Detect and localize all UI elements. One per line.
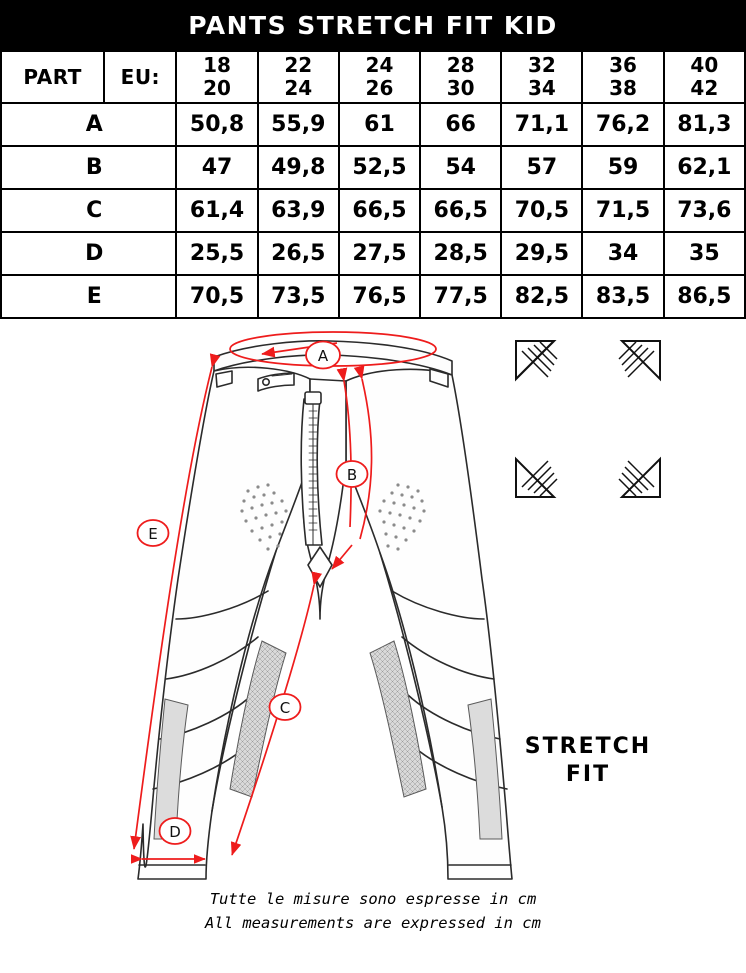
cell-a-4: 66: [420, 103, 501, 146]
pants-diagram: [0, 319, 746, 949]
header-size-5: [501, 51, 582, 103]
size-table: [0, 50, 746, 319]
cell-b-5: 57: [501, 146, 582, 189]
cell-d-2: 26,5: [258, 232, 339, 275]
size-top-2: 22: [284, 53, 313, 77]
cell-e-7: 86,5: [664, 275, 745, 318]
cell-a-5: 71,1: [501, 103, 582, 146]
pants-illustration-svg: [0, 319, 746, 949]
row-label-b: B: [1, 146, 176, 189]
header-size-3: [339, 51, 420, 103]
header-size-6: [582, 51, 663, 103]
size-top-3: 24: [365, 53, 394, 77]
cell-d-5: 29,5: [501, 232, 582, 275]
header-size-7: [664, 51, 745, 103]
stretch-fit-icon: [516, 341, 660, 497]
size-bottom-7: 42: [690, 76, 719, 100]
footnotes: [0, 887, 746, 935]
cell-c-6: 71,5: [582, 189, 663, 232]
table-row: [1, 103, 745, 146]
cell-d-7: 35: [664, 232, 745, 275]
table-row: [1, 189, 745, 232]
row-label-e: E: [1, 275, 176, 318]
footnote-english: All measurements are expressed in cm: [205, 913, 541, 932]
pants-outline: [138, 341, 512, 879]
svg-text:E: E: [148, 525, 158, 543]
cell-b-1: 47: [176, 146, 257, 189]
cell-a-6: 76,2: [582, 103, 663, 146]
stretch-fit-line2: FIT: [565, 761, 611, 787]
cell-d-3: 27,5: [339, 232, 420, 275]
table-row: [1, 232, 745, 275]
svg-text:C: C: [279, 699, 291, 717]
cell-a-3: 61: [339, 103, 420, 146]
cell-c-3: 66,5: [339, 189, 420, 232]
size-top-6: 36: [609, 53, 637, 77]
row-label-d: D: [1, 232, 176, 275]
cell-b-6: 59: [582, 146, 663, 189]
table-row: [1, 275, 745, 318]
cell-c-7: 73,6: [664, 189, 745, 232]
header-size-4: [420, 51, 501, 103]
svg-text:B: B: [346, 466, 358, 484]
cell-a-7: 81,3: [664, 103, 745, 146]
size-top-5: 32: [527, 53, 556, 77]
header-part: PART: [1, 51, 104, 103]
cell-e-4: 77,5: [420, 275, 501, 318]
stretch-fit-label: [508, 733, 668, 788]
size-bottom-2: 24: [284, 76, 313, 100]
cell-d-6: 34: [582, 232, 663, 275]
size-top-7: 40: [690, 53, 719, 77]
size-bottom-5: 34: [527, 76, 556, 100]
size-bottom-6: 38: [609, 76, 637, 100]
header-eu: EU:: [104, 51, 176, 103]
cell-e-5: 82,5: [501, 275, 582, 318]
cell-e-6: 83,5: [582, 275, 663, 318]
page-title: PANTS STRETCH FIT KID: [188, 10, 558, 40]
stretch-fit-line1: STRETCH: [524, 734, 652, 759]
table-header-row: [1, 51, 745, 103]
cell-c-1: 61,4: [176, 189, 257, 232]
cell-c-4: 66,5: [420, 189, 501, 232]
cell-a-2: 55,9: [258, 103, 339, 146]
cell-a-1: 50,8: [176, 103, 257, 146]
size-top-4: 28: [446, 53, 475, 77]
callout-c: [270, 694, 301, 720]
cell-b-3: 52,5: [339, 146, 420, 189]
page-title-bar: [0, 0, 746, 50]
cell-b-7: 62,1: [664, 146, 745, 189]
cell-e-3: 76,5: [339, 275, 420, 318]
row-label-a: A: [1, 103, 176, 146]
cell-e-1: 70,5: [176, 275, 257, 318]
callout-e: [138, 520, 169, 546]
cell-b-4: 54: [420, 146, 501, 189]
header-size-2: [258, 51, 339, 103]
size-bottom-4: 30: [446, 76, 475, 100]
measure-b-arrow-down: [332, 545, 352, 569]
cell-c-5: 70,5: [501, 189, 582, 232]
size-bottom-1: 20: [203, 76, 231, 100]
cell-b-2: 49,8: [258, 146, 339, 189]
callout-a: [306, 342, 340, 369]
cell-d-4: 28,5: [420, 232, 501, 275]
cell-c-2: 63,9: [258, 189, 339, 232]
stretch-fit-block: [508, 671, 668, 846]
callout-d: [160, 818, 191, 844]
cell-d-1: 25,5: [176, 232, 257, 275]
size-bottom-3: 26: [365, 76, 394, 100]
svg-text:D: D: [169, 823, 181, 841]
footnote-italian: Tutte le misure sono espresse in cm: [209, 889, 537, 908]
row-label-c: C: [1, 189, 176, 232]
table-row: [1, 146, 745, 189]
svg-text:A: A: [317, 347, 329, 365]
cell-e-2: 73,5: [258, 275, 339, 318]
size-top-1: 18: [203, 53, 231, 77]
header-size-1: [176, 51, 257, 103]
callout-b: [337, 461, 368, 487]
